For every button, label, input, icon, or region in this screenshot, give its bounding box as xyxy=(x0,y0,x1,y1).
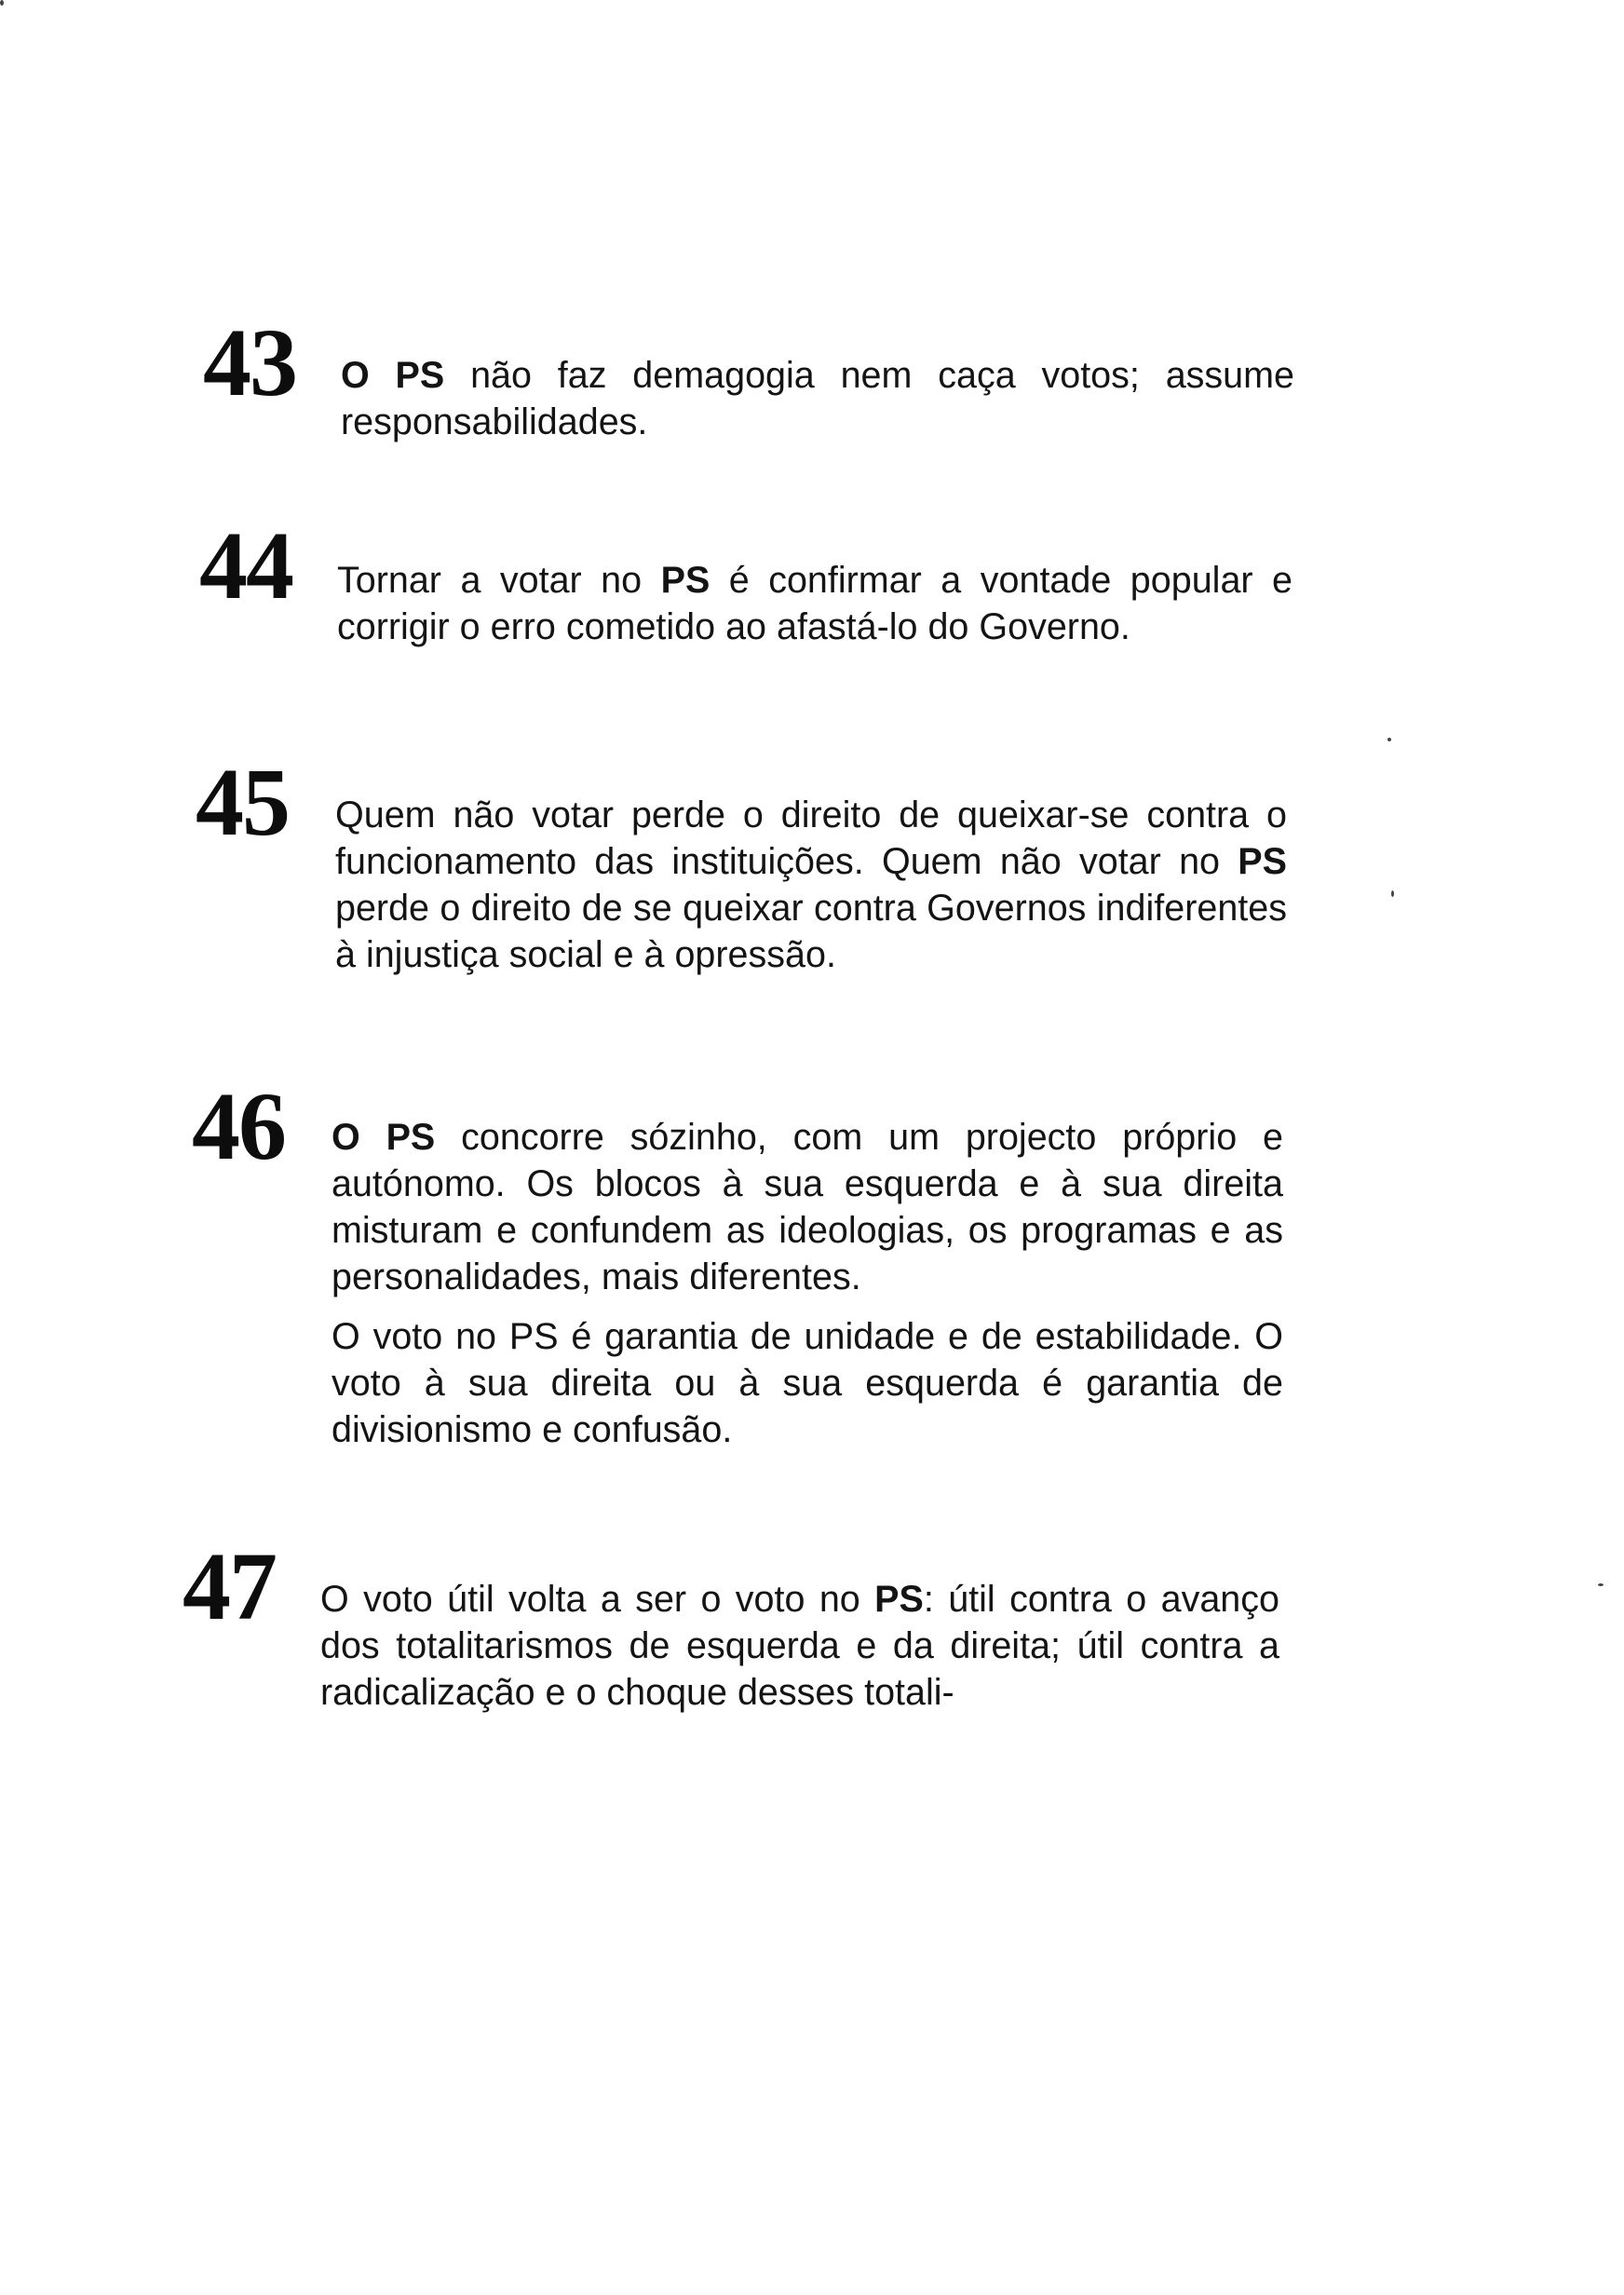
text-run: Quem não votar perde o direito de queixar-se contra o funcionamento das instituições. Quem não votar no xyxy=(335,794,1287,882)
item-text xyxy=(332,1114,1283,1453)
item-text xyxy=(335,792,1287,978)
text-run: perde o direito de se queixar contra Governos indiferentes à injustiça social e à opressão. xyxy=(335,888,1287,975)
bold-run: O PS xyxy=(341,355,445,396)
item-text xyxy=(320,1576,1279,1716)
scan-speck xyxy=(1391,890,1394,897)
text-run: : útil contra o avanço dos totalitarismos de esquerda e da direita; útil contra a radicalização e o choque desses totali- xyxy=(320,1579,1279,1713)
bold-run: PS xyxy=(1238,841,1287,882)
item-text xyxy=(337,557,1292,650)
item-number: 46 xyxy=(192,1073,285,1180)
item-number: 44 xyxy=(199,512,292,619)
item-paragraph xyxy=(335,792,1287,978)
text-run: Tornar a votar no xyxy=(337,560,661,601)
bold-run: O PS xyxy=(332,1117,436,1158)
text-run: O voto no PS é garantia de unidade e de estabilidade. O voto à sua direita ou à sua esquerda é garantia de divisionismo e confusão. xyxy=(332,1316,1283,1450)
item-paragraph xyxy=(320,1576,1279,1716)
item-paragraph xyxy=(332,1313,1283,1453)
item-text xyxy=(341,352,1294,445)
bold-run: PS xyxy=(874,1579,924,1620)
text-run: é confirmar a vontade popular e corrigir o erro cometido ao afastá-lo do Governo. xyxy=(337,560,1293,647)
item-number: 47 xyxy=(183,1533,276,1640)
bold-run: PS xyxy=(660,560,710,601)
item-paragraph xyxy=(332,1114,1283,1300)
text-run: concorre sózinho, com um projecto próprio e autónomo. Os blocos à sua esquerda e à sua direita misturam e confundem as ideologias, os programas e as personalidades, mais diferentes. xyxy=(332,1117,1283,1297)
item-paragraph xyxy=(337,557,1292,650)
scan-speck xyxy=(1387,738,1391,741)
item-number: 43 xyxy=(203,309,296,416)
item-number: 45 xyxy=(196,749,289,856)
scan-speck xyxy=(1598,1583,1604,1586)
scan-speck xyxy=(0,0,4,6)
text-run: O voto útil volta a ser o voto no xyxy=(320,1579,875,1620)
item-paragraph xyxy=(341,352,1294,445)
text-run: não faz demagogia nem caça votos; assume responsabilidades. xyxy=(341,355,1294,442)
